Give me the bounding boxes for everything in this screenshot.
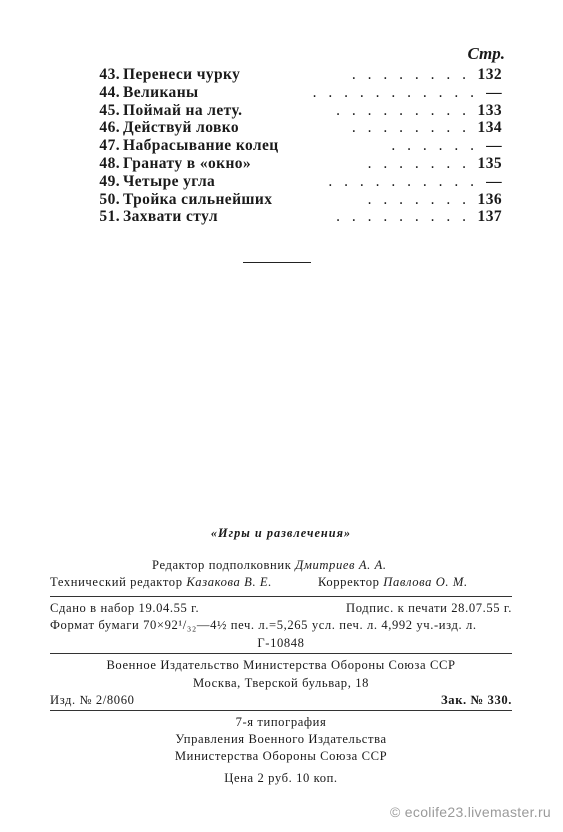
toc-title: Поймай на лету.: [123, 101, 243, 119]
editor-role: Редактор подполковник: [152, 558, 292, 572]
toc-number: 44.: [99, 83, 120, 101]
toc-leader-dots: . . . . . . . . . . .: [312, 83, 478, 101]
toc-page-number: 136: [477, 190, 502, 208]
toc-leader-dots: . . . . . . . . .: [336, 208, 470, 226]
divider-line: [50, 653, 512, 654]
toc-page-number: 132: [477, 66, 502, 83]
toc-page-number: 137: [477, 208, 502, 226]
toc-number: 48.: [99, 154, 120, 172]
toc-entry: [88, 66, 502, 84]
toc-entry: [88, 102, 502, 120]
toc-entry: [88, 155, 502, 173]
toc-entry: [88, 173, 502, 191]
printer-line-1: 7-я типография: [235, 715, 327, 729]
toc-page-number: —: [486, 172, 502, 190]
printer-line-3: Министерства Обороны Союза ССР: [174, 749, 388, 763]
censor-code: Г-10848: [257, 636, 305, 650]
toc-page-number: 135: [477, 154, 502, 172]
separator-rule: [243, 262, 311, 263]
toc-title: Набрасывание колец: [123, 137, 279, 155]
tech-editor-name: Казакова В. Е.: [186, 575, 272, 589]
toc-entry: [88, 208, 502, 226]
corrector: [318, 575, 468, 590]
page-column-label: Стр.: [467, 44, 505, 63]
order-number: Зак. № 330.: [441, 693, 512, 707]
toc-page-number: 133: [477, 101, 502, 119]
signed-to-print: Подпис. к печати 28.07.55 г.: [346, 601, 512, 615]
toc-leader-dots: . . . . . . .: [367, 190, 470, 208]
toc-number: 46.: [99, 119, 120, 137]
editor-name: Дмитриев А. А.: [295, 558, 387, 572]
book-title: «Игры и развлечения»: [210, 526, 352, 540]
toc-number: 47.: [99, 137, 120, 155]
toc-title: Захвати стул: [123, 208, 218, 226]
toc-leader-dots: . . . . . . . .: [351, 119, 470, 137]
divider-line: [50, 710, 512, 711]
toc-title: Великаны: [123, 83, 199, 101]
toc-number: 49.: [99, 172, 120, 190]
price: Цена 2 руб. 10 коп.: [224, 771, 338, 785]
toc-number: 43.: [99, 66, 120, 83]
table-of-contents: [88, 66, 502, 226]
corrector-role: Корректор: [318, 575, 380, 589]
publisher: Военное Издательство Министерства Обороны Союза ССР: [106, 658, 456, 672]
corrector-name: Павлова О. М.: [383, 575, 468, 589]
toc-page-number: —: [486, 83, 502, 101]
toc-leader-dots: . . . . . .: [391, 137, 478, 155]
sent-to-set: Сдано в набор 19.04.55 г.: [50, 601, 200, 615]
print-dates-row: [50, 601, 512, 618]
watermark: © ecolife23.livemaster.ru: [390, 804, 551, 820]
toc-leader-dots: . . . . . . . . . .: [328, 172, 478, 190]
tech-editor-role: Технический редактор: [50, 575, 183, 589]
edition-number: Изд. № 2/8060: [50, 693, 135, 707]
edition-order-row: [50, 693, 512, 710]
toc-number: 51.: [99, 208, 120, 226]
toc-title: Действуй ловко: [123, 119, 240, 137]
printer-line-2: Управления Военного Издательства: [175, 732, 387, 746]
toc-number: 45.: [99, 101, 120, 119]
toc-title: Четыре угла: [123, 172, 216, 190]
toc-title: Перенеси чурку: [123, 66, 241, 83]
toc-title: Тройка сильнейших: [123, 190, 273, 208]
divider-line: [50, 596, 512, 597]
toc-page-number: 134: [477, 119, 502, 137]
publisher-address: Москва, Тверской бульвар, 18: [192, 676, 369, 690]
toc-title: Гранату в «окно»: [123, 154, 252, 172]
toc-leader-dots: . . . . . . . .: [351, 66, 470, 83]
toc-leader-dots: . . . . . . . . .: [336, 101, 470, 119]
paper-format: Формат бумаги 70×92¹/₃₂—4½ печ. л.=5,265 усл. печ. л. 4,992 уч.-изд. л.: [50, 618, 477, 632]
toc-entry: [88, 137, 502, 155]
toc-entry: [88, 84, 502, 102]
tech-editor-line: [50, 575, 512, 590]
editor-line: [152, 558, 387, 573]
toc-page-number: —: [486, 137, 502, 155]
toc-leader-dots: . . . . . . .: [367, 154, 470, 172]
toc-entry: [88, 119, 502, 137]
toc-number: 50.: [99, 190, 120, 208]
toc-entry: [88, 191, 502, 209]
